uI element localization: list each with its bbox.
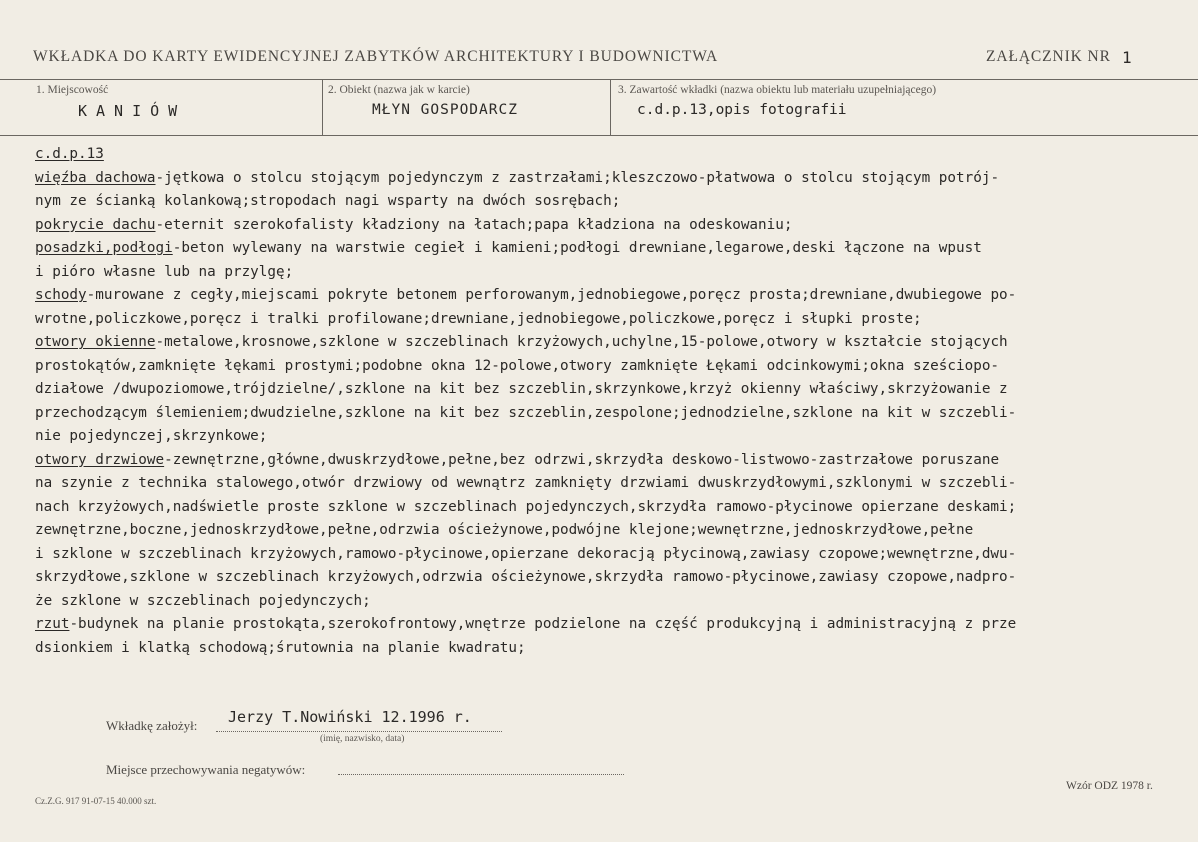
body-line xyxy=(35,637,1195,661)
section-heading: otwory okienne xyxy=(35,334,156,350)
body-line xyxy=(35,214,1195,238)
body-text: -budynek na planie prostokąta,szerokofrontowy,wnętrze podzielone na część produkcyjną i administracyjną z prze xyxy=(69,616,1017,632)
body-text: -eternit szerokofalisty kładziony na łatach;papa kładziona na odeskowaniu; xyxy=(155,216,793,233)
body-text: -jętkowa o stolcu stojącym pojedynczym z zastrzałami;kleszczowo-płatwowa o stolcu stojącym potrój- xyxy=(155,169,1000,186)
body-text: nym ze ścianką kolankową;stropodach nagi wsparty na dwóch sosrębach; xyxy=(35,193,621,209)
body-line xyxy=(35,237,1195,261)
section-heading: schody xyxy=(35,287,87,303)
body-line xyxy=(35,543,1195,567)
object-value: MŁYN GOSPODARCZ xyxy=(372,102,518,118)
body-line xyxy=(35,496,1195,520)
body-line xyxy=(35,613,1195,637)
form-title: WKŁADKA DO KARTY EWIDENCYJNEJ ZABYTKÓW ARCHITEKTURY I BUDOWNICTWA xyxy=(33,48,719,65)
author-caption: (imię, nazwisko, data) xyxy=(320,734,405,744)
template-note: Wzór ODZ 1978 r. xyxy=(1066,780,1153,792)
body-text: wrotne,policzkowe,poręcz i tralki profilowane;drewniane,jednobiegowe,policzkowe,poręcz i słupki proste; xyxy=(35,310,922,327)
body-line xyxy=(35,519,1195,543)
body-line xyxy=(35,167,1195,191)
location-label: 1. Miejscowość xyxy=(36,84,109,96)
body-text: nie pojedynczej,skrzynkowe; xyxy=(35,428,268,444)
header-rule-bottom xyxy=(0,135,1198,136)
body-line xyxy=(35,355,1195,379)
body-line xyxy=(35,425,1195,449)
body-text: prostokątów,zamknięte łękami prostymi;podobne okna 12-polowe,otwory zamknięte Łękami odcinkowymi;okna sześciopo- xyxy=(35,357,1000,374)
body-line xyxy=(35,566,1195,590)
section-heading: więźba dachowa xyxy=(35,169,156,186)
body-text: skrzydłowe,szklone w szczeblinach krzyżowych,odrzwia ościeżynowe,skrzydła ramowo-płycinowe,zawiasy czopowe,nadpro- xyxy=(35,569,1017,585)
section-heading: pokrycie dachu xyxy=(35,216,156,233)
body-text: i pióro własne lub na przylgę; xyxy=(35,263,294,280)
body-text: że szklone w szczeblinach pojedynczych; xyxy=(35,592,371,609)
header-rule-top xyxy=(0,79,1198,80)
body-line xyxy=(35,472,1195,496)
author-dotted-line xyxy=(216,731,502,733)
body-line xyxy=(35,378,1195,402)
body-line xyxy=(35,308,1195,332)
section-heading: rzut xyxy=(35,616,70,632)
body-text: -metalowe,krosnowe,szklone w szczeblinach krzyżowych,uchylne,15-polowe,otwory w kształcie stojących xyxy=(155,334,1008,350)
body-line xyxy=(35,449,1195,473)
body-text: -zewnętrzne,główne,dwuskrzydłowe,pełne,bez odrzwi,skrzydła deskowo-listwowo-zastrzałowe poruszane xyxy=(164,451,1000,468)
content-label: 3. Zawartość wkładki (nazwa obiektu lub materiału uzupełniającego) xyxy=(618,84,937,96)
field-divider-2 xyxy=(610,79,611,135)
body-text: przechodzącym ślemieniem;dwudzielne,szklone na kit bez szczeblin,zespolone;jednodzielne,szklone na kit w szczebli- xyxy=(35,404,1017,421)
body-text: nach krzyżowych,nadświetle proste szklone w szczeblinach pojedynczych,skrzydła ramowo-płycinowe opierzane deskami; xyxy=(35,498,1017,515)
body-line xyxy=(35,402,1195,426)
body-line xyxy=(35,261,1195,285)
author-label: Wkładkę założył: xyxy=(106,718,198,733)
body-text: dsionkiem i klatką schodową;śrutownia na planie kwadratu; xyxy=(35,639,526,656)
body-text: zewnętrzne,boczne,jednoskrzydłowe,pełne,odrzwia ościeżynowe,podwójne klejone;wewnętrzne,jednoskrzydłowe,pełne xyxy=(35,522,974,538)
body-line xyxy=(35,331,1195,355)
field-divider-1 xyxy=(322,79,323,135)
body-line xyxy=(35,143,1195,167)
body-text: i szklone w szczeblinach krzyżowych,ramowo-płycinowe,opierzane dekoracją płycinową,zawiasy czopowe;wewnętrzne,dwu- xyxy=(35,545,1017,562)
attachment-number: 1 xyxy=(1122,48,1132,67)
body-text: -murowane z cegły,miejscami pokryte betonem perforowanym,jednobiegowe,poręcz prosta;drewniane,dwubiegowe po- xyxy=(86,287,1017,303)
section-heading: c.d.p.13 xyxy=(35,146,104,162)
body-text: działowe /dwupoziomowe,trójdzielne/,szklone na kit bez szczeblin,skrzynkowe,krzyż okienny właściwy,skrzyżowanie z xyxy=(35,381,1008,397)
section-heading: otwory drzwiowe xyxy=(35,451,165,468)
negatives-label: Miejsce przechowywania negatywów: xyxy=(106,762,306,777)
body-text: -beton wylewany na warstwie cegieł i kamieni;podłogi drewniane,legarowe,deski łączone na wpust xyxy=(172,240,982,256)
body-line xyxy=(35,284,1195,308)
author-value: Jerzy T.Nowiński 12.1996 r. xyxy=(228,708,472,726)
attachment-label: ZAŁĄCZNIK NR xyxy=(986,48,1111,65)
content-value: c.d.p.13,opis fotografii xyxy=(637,102,847,118)
body-text: na szynie z technika stalowego,otwór drzwiowy od wewnątrz zamknięty drzwiami dwuskrzydłowymi,szklonymi w szczebli- xyxy=(35,475,1017,491)
object-label: 2. Obiekt (nazwa jak w karcie) xyxy=(328,84,470,96)
negatives-dotted-line xyxy=(338,774,624,776)
body-line xyxy=(35,190,1195,214)
location-value: KANIÓW xyxy=(78,102,187,120)
description-body xyxy=(35,143,1195,660)
body-line xyxy=(35,590,1195,614)
section-heading: posadzki,podłogi xyxy=(35,240,173,256)
print-info: Cz.Z.G. 917 91-07-15 40.000 szt. xyxy=(35,796,157,806)
